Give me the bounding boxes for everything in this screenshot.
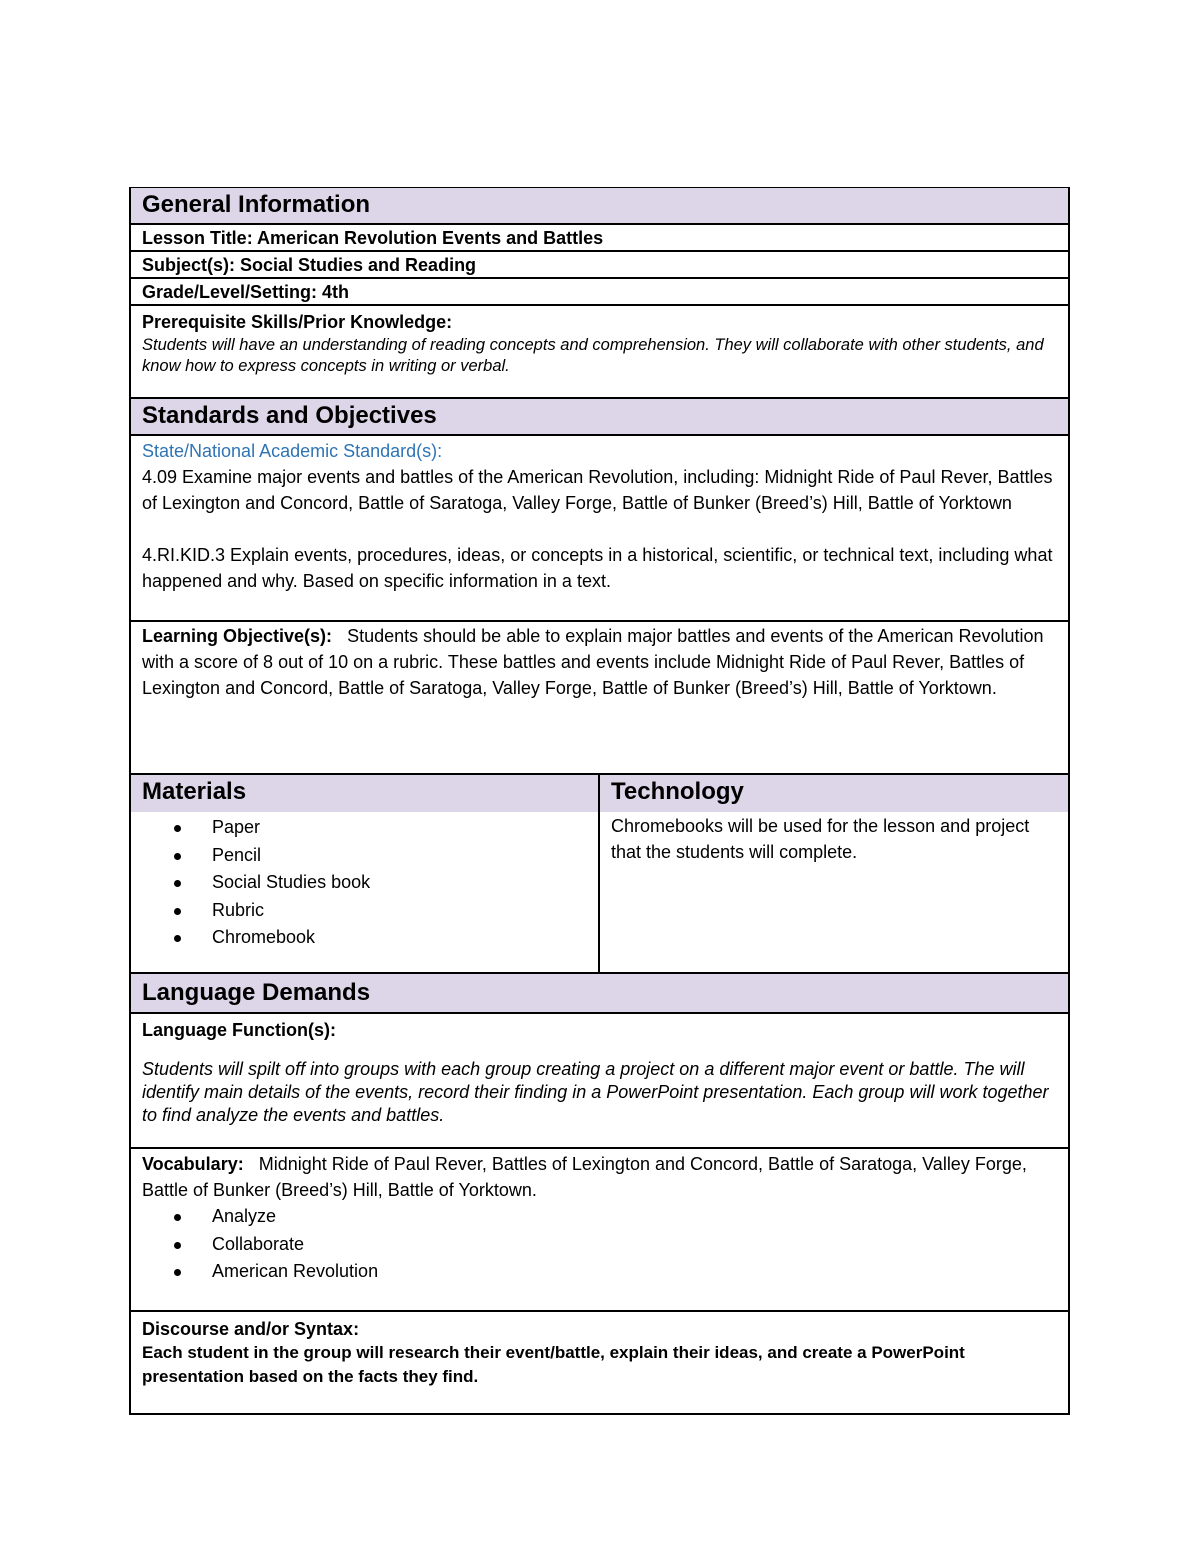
list-item: Collaborate [171,1231,1057,1259]
language-function-text: Students will spilt off into groups with each group creating a project on a different major event or battle. The will identify main details of the events, record their finding in a PowerPoint presentation. Each group will work together to find analyze the events and battles. [142,1059,1049,1125]
discourse-label: Discourse and/or Syntax: [142,1319,360,1339]
vocabulary-list [142,1203,1057,1286]
prerequisite-label: Prerequisite Skills/Prior Knowledge: [142,312,453,332]
lesson-plan-table [129,187,1070,1415]
standard-4-09: 4.09 Examine major events and battles of the American Revolution, including: Midnight Ride of Paul Rever, Battles of Lexington and Concord, Battle of Saratoga, Valley Forge, Battle of Bunker (Breed’s) Hill, Battle of Yorktown [142,467,1053,513]
prerequisite-text: Students will have an understanding of reading concepts and comprehension. They will collaborate with other students, and know how to express concepts in writing or verbal. [142,336,1044,375]
standard-4-ri-kid-3: 4.RI.KID.3 Explain events, procedures, ideas, or concepts in a historical, scientific, or technical text, including what happened and why. Based on specific information in a text. [142,545,1053,591]
standards-label: State/National Academic Standard(s): [142,441,443,461]
materials-technology-heading-row [131,775,1068,812]
subjects: Subject(s): Social Studies and Reading [131,252,1068,279]
materials-heading: Materials [131,775,600,812]
learning-objective-text: Students should be able to explain major battles and events of the American Revolution with a score of 8 out of 10 on a rubric. These battles and events include Midnight Ride of Paul Rever, Battles of Lexington and Concord, Battle of Saratoga, Valley Forge, Battle of Bunker (Breed’s) Hill, Battle of Yorktown. [142,626,1044,698]
language-demands-heading: Language Demands [131,974,1068,1014]
list-item: American Revolution [171,1258,1057,1286]
vocabulary-text: Midnight Ride of Paul Rever, Battles of Lexington and Concord, Battle of Saratoga, Valley Forge, Battle of Bunker (Breed’s) Hill, Battle of Yorktown. [142,1154,1027,1200]
general-information-heading: General Information [131,188,1068,225]
discourse-text: Each student in the group will research their event/battle, explain their ideas, and create a PowerPoint presentation based on the facts they find. [142,1343,965,1386]
materials-cell [131,812,600,972]
list-item: Paper [171,814,598,842]
standards-objectives-heading: Standards and Objectives [131,399,1068,436]
list-item: Social Studies book [171,869,598,897]
technology-text: Chromebooks will be used for the lesson and project that the students will complete. [611,816,1030,862]
grade-level-setting: Grade/Level/Setting: 4th [131,279,1068,306]
technology-heading: Technology [600,775,1068,812]
language-function-section [131,1014,1068,1149]
list-item: Analyze [171,1203,1057,1231]
list-item: Chromebook [171,924,598,952]
standards-section [131,436,1068,622]
vocabulary-section [131,1149,1068,1312]
materials-list [131,814,598,952]
materials-technology-body-row [131,812,1068,974]
lesson-title: Lesson Title: American Revolution Events and Battles [131,225,1068,252]
learning-objective-section [131,622,1068,775]
learning-objective-label: Learning Objective(s): [142,626,333,646]
prerequisite-section [131,306,1068,399]
vocabulary-label: Vocabulary: [142,1154,244,1174]
list-item: Pencil [171,842,598,870]
language-function-label: Language Function(s): [142,1020,336,1040]
discourse-section [131,1312,1068,1413]
list-item: Rubric [171,897,598,925]
